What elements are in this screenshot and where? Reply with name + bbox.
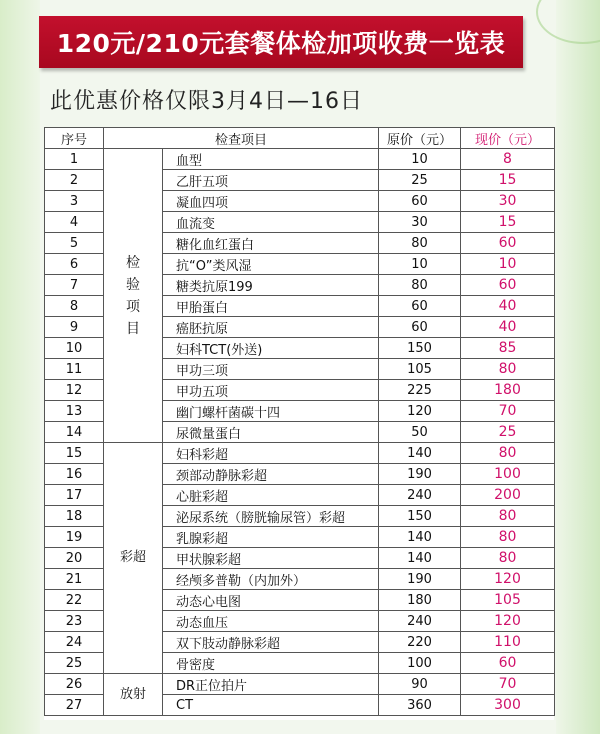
current-price: 25 xyxy=(461,422,555,443)
row-number: 16 xyxy=(45,464,104,485)
category-label: 放射 xyxy=(119,686,146,702)
row-number: 15 xyxy=(45,443,104,464)
current-price: 180 xyxy=(461,380,555,401)
row-number: 1 xyxy=(45,149,104,170)
row-number: 9 xyxy=(45,317,104,338)
table-header-row xyxy=(45,128,555,149)
row-number: 6 xyxy=(45,254,104,275)
original-price: 80 xyxy=(379,233,461,254)
row-number: 13 xyxy=(45,401,104,422)
exam-item: 经颅多普勒（内加外） xyxy=(163,569,379,590)
row-number: 7 xyxy=(45,275,104,296)
exam-item: 血流变 xyxy=(163,212,379,233)
promo-date-note: 此优惠价格仅限3月4日—16日 xyxy=(50,89,363,114)
current-price: 70 xyxy=(461,401,555,422)
row-number: 8 xyxy=(45,296,104,317)
price-table xyxy=(44,127,555,716)
table-row xyxy=(45,149,555,170)
original-price: 120 xyxy=(379,401,461,422)
table-row xyxy=(45,674,555,695)
row-number: 18 xyxy=(45,506,104,527)
background-right-gradient xyxy=(556,0,600,734)
current-price: 40 xyxy=(461,296,555,317)
exam-item: 乙肝五项 xyxy=(163,170,379,191)
exam-item: CT xyxy=(163,695,379,716)
exam-item: 糖化血红蛋白 xyxy=(163,233,379,254)
original-price: 220 xyxy=(379,632,461,653)
exam-item: 双下肢动静脉彩超 xyxy=(163,632,379,653)
background-left-gradient xyxy=(0,0,40,734)
exam-item: 颈部动静脉彩超 xyxy=(163,464,379,485)
row-number: 23 xyxy=(45,611,104,632)
row-number: 19 xyxy=(45,527,104,548)
current-price: 110 xyxy=(461,632,555,653)
original-price: 140 xyxy=(379,443,461,464)
exam-item: 癌胚抗原 xyxy=(163,317,379,338)
original-price: 100 xyxy=(379,653,461,674)
row-number: 24 xyxy=(45,632,104,653)
current-price: 80 xyxy=(461,506,555,527)
row-number: 10 xyxy=(45,338,104,359)
row-number: 4 xyxy=(45,212,104,233)
current-price: 60 xyxy=(461,275,555,296)
row-number: 3 xyxy=(45,191,104,212)
original-price: 140 xyxy=(379,527,461,548)
header-item: 检查项目 xyxy=(104,128,379,149)
original-price: 360 xyxy=(379,695,461,716)
original-price: 150 xyxy=(379,338,461,359)
current-price: 300 xyxy=(461,695,555,716)
original-price: 140 xyxy=(379,548,461,569)
exam-item: 心脏彩超 xyxy=(163,485,379,506)
current-price: 60 xyxy=(461,233,555,254)
current-price: 200 xyxy=(461,485,555,506)
page-title: 120元/210元套餐体检加项收费一览表 xyxy=(39,16,523,68)
header-original-price: 原价（元） xyxy=(379,128,461,149)
price-table-container xyxy=(44,127,554,720)
row-number: 12 xyxy=(45,380,104,401)
original-price: 30 xyxy=(379,212,461,233)
original-price: 225 xyxy=(379,380,461,401)
original-price: 60 xyxy=(379,296,461,317)
row-number: 27 xyxy=(45,695,104,716)
original-price: 105 xyxy=(379,359,461,380)
table-body xyxy=(45,149,555,716)
exam-item: 妇科TCT(外送) xyxy=(163,338,379,359)
header-current-price: 现价（元） xyxy=(461,128,555,149)
exam-item: 血型 xyxy=(163,149,379,170)
current-price: 85 xyxy=(461,338,555,359)
original-price: 190 xyxy=(379,464,461,485)
current-price: 40 xyxy=(461,317,555,338)
current-price: 120 xyxy=(461,611,555,632)
exam-item: 尿微量蛋白 xyxy=(163,422,379,443)
original-price: 90 xyxy=(379,674,461,695)
row-number: 2 xyxy=(45,170,104,191)
row-number: 14 xyxy=(45,422,104,443)
current-price: 8 xyxy=(461,149,555,170)
exam-item: DR正位拍片 xyxy=(163,674,379,695)
exam-item: 糖类抗原199 xyxy=(163,275,379,296)
original-price: 60 xyxy=(379,191,461,212)
original-price: 10 xyxy=(379,149,461,170)
exam-item: 幽门螺杆菌碳十四 xyxy=(163,401,379,422)
original-price: 10 xyxy=(379,254,461,275)
current-price: 100 xyxy=(461,464,555,485)
decorative-swirl xyxy=(536,0,600,44)
current-price: 80 xyxy=(461,359,555,380)
row-number: 17 xyxy=(45,485,104,506)
original-price: 80 xyxy=(379,275,461,296)
exam-item: 凝血四项 xyxy=(163,191,379,212)
exam-item: 甲功三项 xyxy=(163,359,379,380)
category-label: 检验项目 xyxy=(126,254,140,337)
original-price: 60 xyxy=(379,317,461,338)
exam-item: 妇科彩超 xyxy=(163,443,379,464)
current-price: 10 xyxy=(461,254,555,275)
category-lab xyxy=(104,149,163,443)
current-price: 80 xyxy=(461,548,555,569)
row-number: 25 xyxy=(45,653,104,674)
exam-item: 动态心电图 xyxy=(163,590,379,611)
original-price: 25 xyxy=(379,170,461,191)
current-price: 105 xyxy=(461,590,555,611)
exam-item: 泌尿系统（膀胱输尿管）彩超 xyxy=(163,506,379,527)
category-radiology xyxy=(104,674,163,716)
exam-item: 甲状腺彩超 xyxy=(163,548,379,569)
exam-item: 骨密度 xyxy=(163,653,379,674)
category-label: 彩超 xyxy=(119,550,146,565)
exam-item: 抗“O”类风湿 xyxy=(163,254,379,275)
row-number: 11 xyxy=(45,359,104,380)
current-price: 15 xyxy=(461,212,555,233)
current-price: 60 xyxy=(461,653,555,674)
current-price: 30 xyxy=(461,191,555,212)
current-price: 70 xyxy=(461,674,555,695)
original-price: 240 xyxy=(379,611,461,632)
exam-item: 动态血压 xyxy=(163,611,379,632)
original-price: 190 xyxy=(379,569,461,590)
original-price: 240 xyxy=(379,485,461,506)
current-price: 15 xyxy=(461,170,555,191)
original-price: 150 xyxy=(379,506,461,527)
current-price: 120 xyxy=(461,569,555,590)
exam-item: 甲功五项 xyxy=(163,380,379,401)
original-price: 50 xyxy=(379,422,461,443)
row-number: 5 xyxy=(45,233,104,254)
exam-item: 甲胎蛋白 xyxy=(163,296,379,317)
exam-item: 乳腺彩超 xyxy=(163,527,379,548)
header-no: 序号 xyxy=(45,128,104,149)
row-number: 26 xyxy=(45,674,104,695)
original-price: 180 xyxy=(379,590,461,611)
table-row xyxy=(45,443,555,464)
row-number: 22 xyxy=(45,590,104,611)
category-ultrasound xyxy=(104,443,163,674)
row-number: 21 xyxy=(45,569,104,590)
current-price: 80 xyxy=(461,527,555,548)
current-price: 80 xyxy=(461,443,555,464)
row-number: 20 xyxy=(45,548,104,569)
